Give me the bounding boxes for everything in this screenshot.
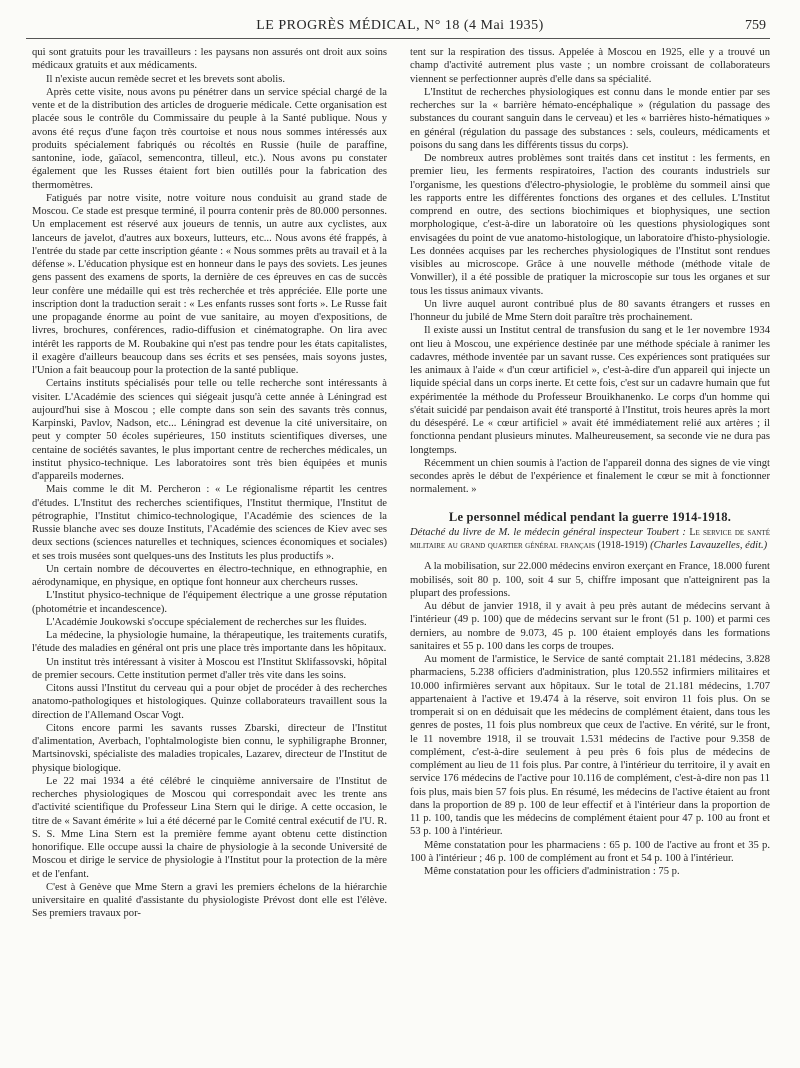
paragraph: Citons aussi l'Institut du cerveau qui a pour objet de procéder à des recherches anatomo-pathologiques et histologiques. Quinze collaborateurs travaillent sous la direction de l'Allemand Oscar Vogt. (32, 683, 387, 721)
paragraph: Le 22 mai 1934 a été célébré le cinquième anniversaire de l'Institut de recherches physiologiques de Moscou qui correspondait avec les trente ans d'activité scientifique du Professeur Lina Stern qui le dirige. A cette occasion, le titre de « Savant émérite » lui a été décerné par le Comité central exécutif de l'U. R. S. S. Mme Lina Stern est la première femme ayant obtenu cette distinction honorifique. Elle occupe aussi la chaire de physiologie à la seconde Université de Moscou et dirige le service de physiologie à l'Institut pour la protection de la mère et de l'enfant. (32, 775, 387, 880)
journal-title: LE PROGRÈS MÉDICAL, N° 18 (4 Mai 1935) (256, 18, 544, 33)
paragraph: Récemment un chien soumis à l'action de l'appareil donna des signes de vie vingt secondes après le début de l'expérience et finalement le cœur se mit à fonctionner normalement. » (410, 457, 770, 496)
left-column (32, 46, 387, 921)
paragraph: Certains instituts spécialisés pour telle ou telle recherche sont intéressants à visiter. L'Académie des sciences qui siégeait jusqu'à cette année à Léningrad est aujourd'hui sise à Moscou ; elle compte dans son sein des savants très connus, Karpinski, Pavlov, Nadson, etc... Léningrad est devenue la cité universitaire, on peut y compter 50 écoles supérieures, 150 instituts scientifiques diverses, une centaine de sociétés savantes, le plus important centre de recherches médicales, un institut physico-technique. Les laboratoires sont très bien équipées et munis d'appareils modernes. (32, 378, 387, 482)
paragraph: Un livre auquel auront contribué plus de 80 savants étrangers et russes en l'honneur du jubilé de Mme Stern doit paraître très prochainement. (410, 298, 770, 323)
paragraph: La médecine, la physiologie humaine, la thérapeutique, les traitements curatifs, l'étude des maladies en général ont pris une place très importante dans les hôpitaux. (32, 630, 387, 655)
paragraph: A la mobilisation, sur 22.000 médecins environ exerçant en France, 18.000 furent mobilisés, soit 80 p. 100, soit 4 sur 5, chiffre imposant que n'atteignirent pas la plupart des professions. (410, 561, 770, 599)
paragraph: C'est à Genève que Mme Stern a gravi les premiers échelons de la hiérarchie universitaire en qualité d'assistante du physiologiste Prévost dont elle est l'élève. Ses premiers travaux por- (32, 881, 387, 920)
paragraph: L'Institut physico-technique de l'équipement électrique a une grosse réputation (photométrie et incandescence). (32, 590, 387, 615)
paragraph: qui sont gratuits pour les travailleurs : les paysans non assurés ont droit aux soins médicaux gratuits et aux médicaments. (32, 47, 387, 72)
paragraph: Au moment de l'armistice, le Service de santé comptait 21.181 médecins, 3.828 pharmaciens, 5.238 officiers d'administration, plus 120.552 infirmiers militaires et 10.000 infirmières servant aux hôpitaux. Sur le total de 21.181 médecins, 1.707 appartenaient à l'active et 19.474 à la réserve, soit environ 11 fois plus. On se tromperait si on en déduisait que les médecins de complément étaient, dans tous les genres de postes, 11 fois plus nombreux que ceux de l'active. En vérité, sur le front, le 11 novembre 1918, il se trouvait 1.531 médecins de l'active pour 9.358 de complément, c'est-à-dire seulement à peu près 6 fois plus de médecins de complément au lieu de 11 fois plus. Par contre, à l'intérieur du territoire, il y avait en service 176 médecins de l'active pour 10.116 de complément, c'est-à-dire non pas 11 fois plus, mais bien 57 fois plus. En résumé, les médecins de l'active étaient au front dans la proportion de 89 p. 100 de leur effectif et à l'intérieur dans la proportion de 11 p. 100, tandis que les médecins de complément étaient pour 47 p. 100 au front et 53 p. 100 à l'intérieur. (410, 654, 770, 838)
byline-intro: Détaché du livre de M. le médecin général inspecteur Toubert : (410, 526, 686, 538)
paragraph: Il existe aussi un Institut central de transfusion du sang et le 1er novembre 1934 ont lieu à Moscou, une expérience destinée par une méthode spéciale à ranimer les cadavres, méthode inventée par un savant russe. Ces expériences sont pratiquées sur les animaux à l'aide « d'un cœur artificiel », c'est-à-dire d'un appareil qui injecte un liquide spécial dans un corps inerte. Et cette fois, c'est sur un cadavre humain que fut expérimentée la méthode du Professeur Brouikhanenko. Le corps d'un homme qui s'était suicidé par pendaison avait été transporté à l'Institut, trois heures après la mort du désespéré. Le « cœur artificiel » avait été immédiatement relié aux artères ; il fonctionna pendant plusieurs minutes. Malheureusement, sa seconde vie ne dura pas longtemps. (410, 325, 770, 456)
byline-book-title: Le service de santé militaire au grand quartier général français (1918-1919) (410, 526, 770, 551)
paragraph: L'Institut de recherches physiologiques est connu dans le monde entier par ses recherches sur la « barrière hémato-encéphalique » (régulation du passage des substances du courant sanguin dans le cerveau) et les « barrières histo-hématiques » en général (régulation du passage des substances : sels, couleurs, médicaments et poisons du sang dans les différents tissus du corps). (410, 86, 770, 151)
paragraph: Mais comme le dit M. Percheron : « Le régionalisme répartit les centres d'études. L'Institut des recherches scientifiques, l'Institut thermique, l'Institut de pétrographie, l'Institut chimico-technologique, l'Académie des sciences de la Russie blanche avec ses douze Instituts, l'Académie des sciences de Kiev avec ses deux sections (sciences naturelles et techniques, sciences économiques et sociales) et ses trois musées sont quelques-uns des Instituts les plus productifs ». (32, 484, 387, 562)
section-byline (410, 526, 770, 553)
section-title: Le personnel médical pendant la guerre 1914-1918. (448, 509, 732, 524)
paragraph: Un institut très intéressant à visiter à Moscou est l'Institut Sklifassovski, hôpital de premier secours. Cette institution permet d'aller très vite dans les soins. (32, 656, 387, 681)
paragraph: Après cette visite, nous avons pu pénétrer dans un service spécial chargé de la vente et de la distribution des articles de droguerie médicale. Cette organisation est placée sous le contrôle du Commissaire du peuple à la Santé publique. Nous y avons été reçus d'une façon très courtoise et nous nous sommes intéressés aux produits spécialement fabriqués ou récoltés en Russie (huile de paraffine, santonine, iode, gaïacol, semencontra, tilleul, etc.). Nous avons pu constater également que les Russes étaient fort bien outillés pour la fabrication des thermomètres. (32, 86, 387, 191)
paragraph: De nombreux autres problèmes sont traités dans cet institut : les ferments, en premier lieu, les ferments respiratoires, l'action des courants industriels sur l'organisme, les questions d'électro-physiologie, le problème du sommeil ainsi que les rapports entre les différentes fonctions des organes et des cellules. L'Institut comprend en outre, des sections biochimiques et biophysiques, une section morphologique, c'est-à-dire un laboratoire où les questions physiologiques sont envisagées du point de vue anatomo-histologique, un laboratoire d'histo-physiologie. Les données acquises par les recherches physiologiques de l'Institut sont rendues visibles au microscope. Grâce à une nouvelle méthode (méthode vitale de Vonwiller), il a été possible de pratiquer la microscopie sur tous les organes et sur tous les tissus animaux vivants. (410, 153, 770, 297)
paragraph: Au début de janvier 1918, il y avait à peu près autant de médecins servant à l'intérieur (49 p. 100) que de médecins servant sur le front (51 p. 100) et parmi ces derniers, au nombre de 9.073, 45 p. 100 étaient employés dans les formations sanitaires et 55 p. 100 dans les corps de troupes. (410, 601, 770, 652)
paragraph: Même constatation pour les officiers d'administration : 75 p. (424, 866, 680, 877)
paragraph: Un certain nombre de découvertes en électro-technique, en ethnographie, en aérodynamique, en physique, en optique font honneur aux chercheurs russes. (32, 563, 387, 588)
byline-publisher: (Charles Lavauzelles, édit.) (650, 540, 768, 551)
paragraph: tent sur la respiration des tissus. Appelée à Moscou en 1925, elle y a trouvé un champ d'activité autrement plus vaste ; un nombre croissant de collaborateurs viennent se perfectionner auprès d'elle dans sa spécialité. (410, 47, 770, 85)
paragraph: Même constatation pour les pharmaciens : 65 p. 100 de l'active au front et 35 p. 100 à l'intérieur ; 46 p. 100 de complément au front et 54 p. 100 à l'intérieur. (410, 839, 770, 864)
paragraph: Citons encore parmi les savants russes Zbarski, directeur de l'Institut d'alimentation, Averbach, l'ophtalmologiste bien connu, le syphiligraphe Bronner, Martsinovski, spécialiste des maladies tropicales, Lazarev, directeur de l'Institut de physique biologique. (32, 722, 387, 774)
paragraph: L'Académie Joukowski s'occupe spécialement de recherches sur les fluides. (46, 616, 367, 628)
right-column (410, 46, 770, 878)
paragraph: Il n'existe aucun remède secret et les brevets sont abolis. (46, 73, 286, 85)
paragraph: Fatigués par notre visite, notre voiture nous conduisit au grand stade de Moscou. Ce stade est presque terminé, il pourra contenir près de 80.000 personnes. Un emplacement est réservé aux joueurs de tennis, un autre aux cyclistes, aux lanceurs de javelot, d'autres aux boxeurs, lutteurs, etc... Nous avons été frappés, à l'entrée du stade par cette inscription géante : « Nous sommes prêts au travail et à la défense ». L'éducation physique est en honneur dans le pays des soviets. Les jeunes gens passent des examens de sports, la dernière de ces épreuves en cas de succès leur confère une médaille qui est très recherchée et très appréciée. Elle porte une inscription dont la traduction serait : « Les enfants russes sont forts ». Le Russe fait une propagande énorme au point de vue sanitaire, au moyen d'expositions, de livres, brochures, conférences, radio-diffusion et cinématographe. On lira avec intérêt les rapports de M. Roubakine qui n'est pas tendre pour les états capitalistes, il exagère d'ailleurs beaucoup dans ses écrits et ses pensées, mais soyons justes, l'Union a fait beaucoup pour la protection de la santé publique. (32, 192, 387, 376)
page-number: 759 (745, 18, 766, 33)
header-rule (26, 38, 770, 39)
running-header (0, 0, 800, 40)
